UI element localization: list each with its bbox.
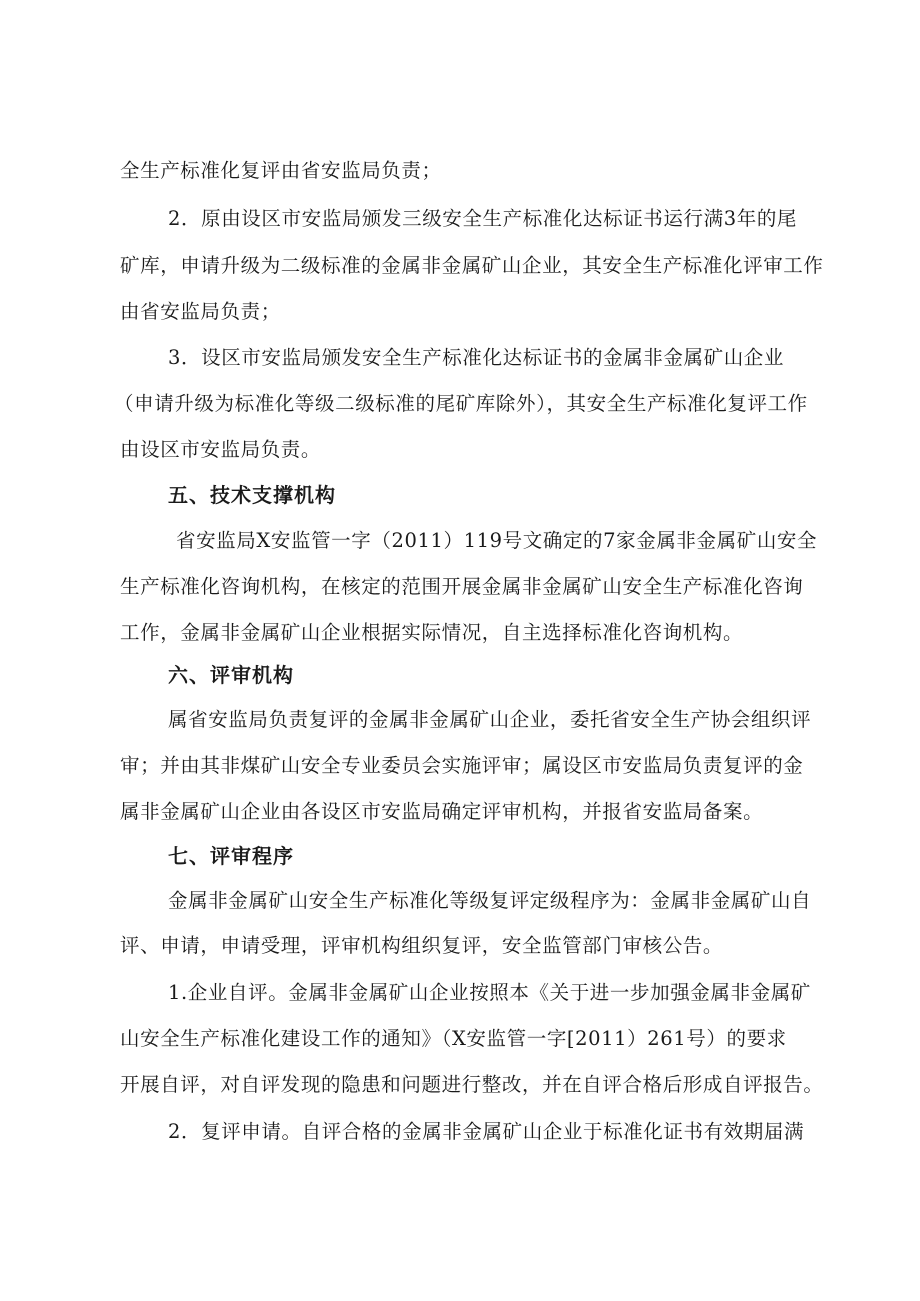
paragraph-line: 1.企业自评。金属非金属矿山企业按照本《关于进一步加强金属非金属矿 <box>168 981 811 1004</box>
paragraph-line: 属省安监局负责复评的金属非金属矿山企业，委托省安全生产协会组织评 <box>168 708 812 731</box>
paragraph-line: 全生产标准化复评由省安监局负责； <box>120 159 442 182</box>
section-heading: 七、评审程序 <box>168 844 294 868</box>
paragraph-line: 评、申请，申请受理，评审机构组织复评，安全监管部门审核公告。 <box>120 934 724 957</box>
paragraph-line: 生产标准化咨询机构，在核定的范围开展金属非金属矿山安全生产标准化咨询 <box>120 575 804 598</box>
paragraph-line: 2．原由设区市安监局颁发三级安全生产标准化达标证书运行满3年的尾 <box>168 207 798 230</box>
section-heading: 五、技术支撑机构 <box>168 483 336 507</box>
paragraph-line: 开展自评，对自评发现的隐患和问题进行整改，并在自评合格后形成自评报告。 <box>120 1073 824 1096</box>
section-heading: 六、评审机构 <box>168 663 294 687</box>
paragraph-line: 2．复评申请。自评合格的金属非金属矿山企业于标准化证书有效期届满 <box>168 1120 805 1143</box>
paragraph-line: 3．设区市安监局颁发安全生产标准化达标证书的金属非金属矿山企业 <box>168 346 785 369</box>
paragraph-line: （申请升级为标准化等级二级标准的尾矿库除外），其安全生产标准化复评工作 <box>114 392 808 415</box>
paragraph-line: 审；并由其非煤矿山安全专业委员会实施评审；属设区市安监局负责复评的金 <box>120 754 804 777</box>
paragraph-line: 山安全生产标准化建设工作的通知》（X安监管一字[2011）261号）的要求 <box>120 1027 787 1050</box>
paragraph-line: 矿库，申请升级为二级标准的金属非金属矿山企业，其安全生产标准化评审工作 <box>120 254 824 277</box>
paragraph-line: 由省安监局负责； <box>120 300 281 323</box>
paragraph-line: 金属非金属矿山安全生产标准化等级复评定级程序为：金属非金属矿山自 <box>168 889 812 912</box>
paragraph-line: 由设区市安监局负责。 <box>120 438 322 461</box>
paragraph-line: 属非金属矿山企业由各设区市安监局确定评审机构，并报省安监局备案。 <box>120 800 764 823</box>
paragraph-line: 省安监局X安监管一字（2011）119号文确定的7家金属非金属矿山安全 <box>176 529 818 552</box>
paragraph-line: 工作，金属非金属矿山企业根据实际情况，自主选择标准化咨询机构。 <box>120 621 744 644</box>
